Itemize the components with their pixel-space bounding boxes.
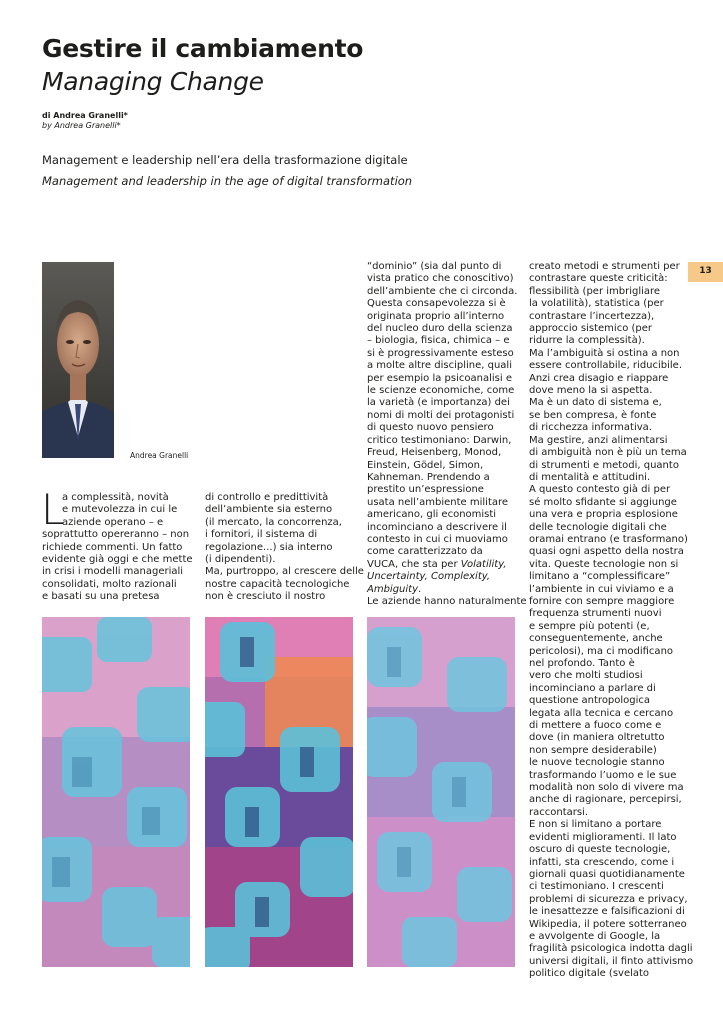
text-line: e avvolgente di Google, la <box>529 930 661 942</box>
text-line: ridurre la complessità). <box>529 335 645 347</box>
text-line: anche di ragionare, percepirsi, <box>529 794 682 806</box>
text-line: oscuro di queste tecnologie, <box>529 844 671 856</box>
text-line: regolazione...) sia interno <box>205 541 333 553</box>
text-line: Wikipedia, il potere sotterraneo <box>529 918 687 930</box>
author-photo <box>42 262 114 458</box>
page-number: 13 <box>699 266 712 276</box>
text-line: del nucleo duro della scienza <box>367 323 513 335</box>
text-line: e sempre più potenti (e, <box>529 620 650 632</box>
text-line: Ma gestire, anzi alimentarsi <box>529 434 668 446</box>
text-line: aziende operano – e <box>62 516 164 528</box>
text-line: di ambiguità non è più un tema <box>529 447 687 459</box>
text-line: di strumenti e metodi, quanto <box>529 459 679 471</box>
text-line: oramai entrano (e trasformano) <box>529 533 688 545</box>
text-line: si è progressivamente esteso <box>367 347 514 359</box>
text-line: trasformando l’uomo e le sue <box>529 769 677 781</box>
text-line: originata proprio all’interno <box>367 310 505 322</box>
text-line: incominciano a descrivere il <box>367 521 507 533</box>
text-line: usata nell’ambiente militare <box>367 496 509 508</box>
text-line: dove (in maniera oltretutto <box>529 732 665 744</box>
text-span-italic: Ambiguity <box>367 583 419 595</box>
text-line: e mutevolezza in cui le <box>62 504 178 516</box>
text-line: di controllo e predittività <box>205 492 329 503</box>
text-line: evidenti miglioramenti. Il lato <box>529 831 677 843</box>
article-column-2 <box>205 492 364 604</box>
text-line: infatti, sta crescendo, come i <box>529 856 675 868</box>
text-line: una vera e propria esplosione <box>529 509 678 521</box>
text-line: la varietà (e importanza) dei <box>367 397 510 409</box>
text-span-italic: Volatility, <box>460 558 507 570</box>
text-line: in crisi i modelli manageriali <box>42 566 184 578</box>
text-line: di ricchezza informativa. <box>529 422 652 434</box>
text-line: sé molto sfidante si aggiunge <box>529 496 677 508</box>
text-line: richiede commenti. Un fatto <box>42 541 183 553</box>
text-line: E non si limitano a portare <box>529 819 662 831</box>
text-line: flessibilità (per imbrigliare <box>529 285 661 297</box>
text-line: vero che molti studiosi <box>529 670 643 682</box>
text-line: modalità non solo di vivere ma <box>529 782 684 794</box>
text-line: Einstein, Gödel, Simon, <box>367 459 484 471</box>
decorative-artwork-3 <box>367 617 515 967</box>
text-line: prestito un’espressione <box>367 484 484 496</box>
text-line: non sempre desiderabile) <box>529 744 657 756</box>
text-line: delle tecnologie digitali che <box>529 521 667 533</box>
text-line: di mettere a fuoco come e <box>529 720 662 732</box>
text-line: vista pratico che conoscitivo) <box>367 273 514 285</box>
text-line: americano, gli economisti <box>367 509 497 521</box>
text-line: legata alla tecnica e cercano <box>529 707 674 719</box>
text-line: l’ambiente in cui viviamo e a <box>529 583 674 595</box>
drop-cap: L <box>41 485 65 534</box>
text-line: Uncertainty, Complexity, <box>367 571 491 583</box>
text-line: questione antropologica <box>529 695 651 707</box>
text-line: la volatilità), statistica (per <box>529 298 664 310</box>
text-line: problemi di sicurezza e privacy, <box>529 893 688 905</box>
text-span: . <box>418 583 422 595</box>
text-line: Ma, purtroppo, al crescere delle <box>205 566 364 578</box>
text-line: fragilità psicologica indotta dagli <box>529 943 693 955</box>
author-english: by Andrea Granelli* <box>42 121 121 130</box>
text-line: le scienze economiche, come <box>367 385 515 397</box>
text-line: politico digitale (svelato <box>529 968 650 980</box>
text-line: consolidati, molto razionali <box>42 578 177 590</box>
text-line: approccio sistemico (per <box>529 323 653 335</box>
text-line: Questa consapevolezza si è <box>367 298 506 310</box>
text-line: quasi ogni aspetto della nostra <box>529 546 684 558</box>
text-line: vita. Queste tecnologie non si <box>529 558 679 570</box>
text-line: nomi di molti dei protagonisti <box>367 409 515 421</box>
text-span: VUCA, che sta per <box>367 558 461 570</box>
text-line: conseguentemente, anche <box>529 633 663 645</box>
text-line: di mentalità e attitudini. <box>529 471 651 483</box>
text-line: soprattutto opereranno – non <box>42 529 190 541</box>
text-line <box>367 584 517 596</box>
text-line: dell’ambiente che ci circonda. <box>367 285 518 297</box>
text-line: frequenza strumenti nuovi <box>529 608 662 620</box>
text-line: essere controllabile, riducibile. <box>529 360 683 372</box>
text-line: contesto in cui ci muoviamo <box>367 533 508 545</box>
text-line: ci testimoniano. I crescenti <box>529 881 664 893</box>
subtitle-italian: Management e leadership nell’era della trasformazione digitale <box>42 153 408 167</box>
text-line: critico testimoniano: Darwin, <box>367 434 512 446</box>
text-line: le inesattezze e falsificazioni di <box>529 906 685 918</box>
text-line: se ben compresa, è fonte <box>529 409 657 421</box>
text-line: creato metodi e strumenti per <box>529 261 680 272</box>
text-line: fornire con sempre maggiore <box>529 595 675 607</box>
text-line: contrastare queste criticità: <box>529 273 668 285</box>
text-line: limitano a “complessificare” <box>529 571 671 583</box>
text-line: a molte altre discipline, quali <box>367 360 512 372</box>
text-line: Kahneman. Prendendo a <box>367 471 490 483</box>
text-line: nel profondo. Tanto è <box>529 658 635 669</box>
text-line: pericolosi), ma ci modificano <box>529 645 674 657</box>
text-line: giornali quasi quotidianamente <box>529 868 685 880</box>
text-line <box>367 559 517 571</box>
text-line: a complessità, novità <box>62 492 169 503</box>
title-english: Managing Change <box>42 67 264 96</box>
text-line: Anzi crea disagio e riappare <box>529 372 669 384</box>
text-line: i fornitori, il sistema di <box>205 529 318 541</box>
text-line: raccontarsi. <box>529 806 589 818</box>
photo-caption: Andrea Granelli <box>130 451 189 460</box>
subtitle-english: Management and leadership in the age of digital transformation <box>42 174 413 188</box>
decorative-artwork-1 <box>42 617 190 967</box>
text-line: di questo nuovo pensiero <box>367 422 494 434</box>
article-column-1 <box>41 485 193 604</box>
text-line: evidente già oggi e che mette <box>42 554 193 566</box>
text-line: Ma l’ambiguità si ostina a non <box>529 347 680 359</box>
text-line: per esempio la psicoanalisi e <box>367 372 512 384</box>
text-line: universi digitali, il finto attivismo <box>529 955 694 967</box>
title-italian: Gestire il cambiamento <box>42 34 364 63</box>
text-line: Ma è un dato di sistema e, <box>529 397 662 409</box>
text-line: incominciano a parlare di <box>529 682 656 694</box>
text-line: Freud, Heisenberg, Monod, <box>367 447 502 459</box>
text-line: – biologia, fisica, chimica – e <box>367 335 510 347</box>
text-line: A questo contesto già di per <box>529 484 671 496</box>
text-line: nostre capacità tecnologiche <box>205 578 350 590</box>
text-line: le nuove tecnologie stanno <box>529 757 665 769</box>
text-line: Le aziende hanno naturalmente <box>367 595 527 607</box>
text-line: dell’ambiente sia esterno <box>205 504 333 516</box>
text-line: (il mercato, la concorrenza, <box>205 516 342 528</box>
article-column-4 <box>529 261 694 981</box>
text-line: dove meno la si aspetta. <box>529 385 653 397</box>
text-line: contrastare l’incertezza), <box>529 310 655 322</box>
text-line: “dominio” (sia dal punto di <box>367 261 502 272</box>
author-italian: di Andrea Granelli* <box>42 111 128 120</box>
text-line: come caratterizzato da <box>367 546 483 558</box>
text-line: (i dipendenti). <box>205 554 276 566</box>
text-line: e basati su una pretesa <box>42 591 160 603</box>
article-column-3 <box>367 261 527 608</box>
decorative-artwork-2 <box>205 617 353 967</box>
text-line: non è cresciuto il nostro <box>205 591 326 603</box>
